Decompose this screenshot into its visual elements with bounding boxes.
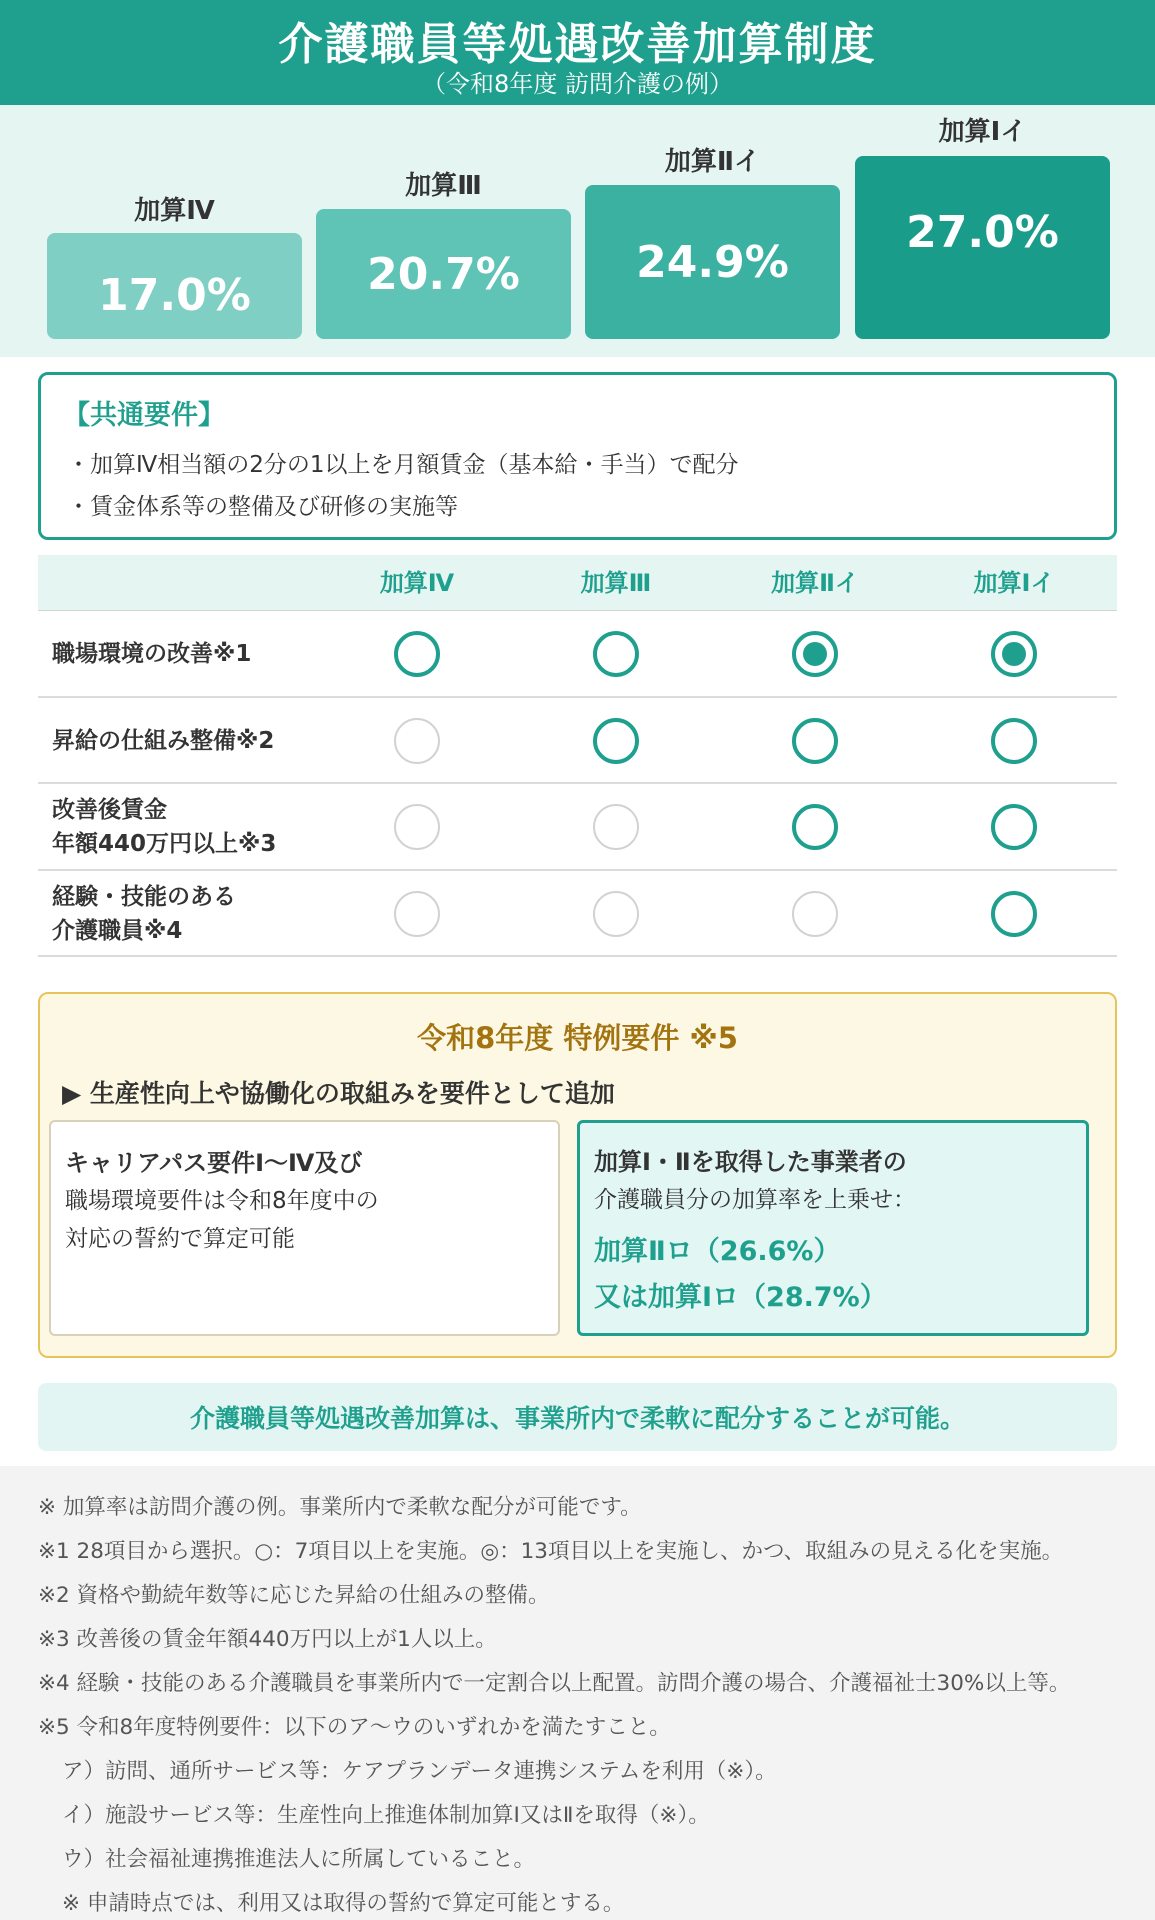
- cell: [536, 871, 696, 957]
- footnote: ※3 改善後の賃金年額440万円以上が1人以上。: [38, 1627, 497, 1652]
- circle-mark-icon: [792, 804, 838, 850]
- career-path-box: [49, 1120, 560, 1336]
- rate-label: 加算Ⅰイ: [938, 117, 1027, 147]
- circle-mark-icon: [991, 718, 1037, 764]
- empty-circle-icon: [792, 891, 838, 937]
- row-label-line: 年額440万円以上※3: [52, 831, 277, 857]
- cell: [934, 871, 1094, 957]
- empty-circle-icon: [394, 804, 440, 850]
- rate-bars: [0, 105, 1155, 357]
- page-header: [0, 0, 1155, 105]
- double-circle-mark-icon: [991, 631, 1037, 677]
- column-header: 加算Ⅳ: [379, 569, 455, 597]
- table-header: [38, 555, 1117, 611]
- column-header: 加算Ⅱイ: [771, 569, 859, 597]
- footnote-subitem: ウ）社会福祉連携推進法人に所属していること。: [62, 1847, 536, 1872]
- requirements-table: [38, 555, 1117, 957]
- row-label: [52, 784, 276, 870]
- cell: [735, 784, 895, 870]
- circle-mark-icon: [991, 804, 1037, 850]
- row-label-line: 昇給の仕組み整備※2: [52, 727, 275, 754]
- footnote: ※2 資格や勤続年数等に応じた昇給の仕組みの整備。: [38, 1583, 550, 1608]
- footnotes: [0, 1466, 1155, 1920]
- row-label: [52, 871, 236, 957]
- common-requirements-title: 【共通要件】: [63, 400, 225, 431]
- rate-increase-value: 加算Ⅱロ（26.6%）: [594, 1236, 841, 1267]
- rate-box: [47, 233, 302, 339]
- special-requirements-subtitle: ▶ 生産性向上や協働化の取組みを要件として追加: [62, 1079, 615, 1108]
- rate-increase-text: 介護職員分の加算率を上乗せ：: [594, 1187, 916, 1213]
- row-label-line: 職場環境の改善※1: [52, 641, 252, 667]
- special-requirements: [38, 992, 1117, 1358]
- rate-value: 20.7%: [367, 248, 520, 300]
- footnote: ※5 令和8年度特例要件：以下のア～ウのいずれかを満たすこと。: [38, 1715, 671, 1740]
- footnote-subitem: イ）施設サービス等：生産性向上推進体制加算Ⅰ又はⅡを取得（※）。: [62, 1803, 710, 1828]
- column-header: 加算Ⅲ: [580, 569, 652, 597]
- empty-circle-icon: [593, 804, 639, 850]
- cell: [934, 611, 1094, 697]
- rate-label: 加算Ⅱイ: [664, 147, 761, 177]
- cell: [337, 871, 497, 957]
- table-row: [38, 698, 1117, 785]
- cell: [536, 698, 696, 784]
- cell: [735, 871, 895, 957]
- empty-circle-icon: [394, 891, 440, 937]
- footnote-subitem: ※ 申請時点では、利用又は取得の誓約で算定可能とする。: [62, 1891, 625, 1916]
- table-row: [38, 871, 1117, 958]
- row-label: [52, 698, 274, 784]
- rate-increase-box: [577, 1120, 1089, 1336]
- column-header: 加算Ⅰイ: [973, 569, 1055, 597]
- cell: [934, 698, 1094, 784]
- page-title: 介護職員等処遇改善加算制度: [278, 19, 877, 70]
- rate-box: [855, 156, 1110, 339]
- rate-box: [316, 209, 571, 339]
- summary-banner-text: 介護職員等処遇改善加算は、事業所内で柔軟に配分することが可能。: [189, 1404, 965, 1433]
- cell: [735, 698, 895, 784]
- cell: [337, 698, 497, 784]
- page-subtitle: （令和8年度 訪問介護の例）: [422, 70, 733, 98]
- table-row: [38, 611, 1117, 698]
- career-path-heading: キャリアパス要件Ⅰ～Ⅳ及び: [65, 1149, 363, 1177]
- circle-mark-icon: [991, 891, 1037, 937]
- rate-value: 17.0%: [98, 269, 251, 321]
- circle-mark-icon: [394, 631, 440, 677]
- summary-banner: [38, 1383, 1117, 1451]
- rate-increase-value: 又は加算Ⅰロ（28.7%）: [594, 1282, 887, 1313]
- table-row: [38, 784, 1117, 871]
- rate-increase-heading: 加算Ⅰ・Ⅱを取得した事業者の: [594, 1148, 907, 1176]
- row-label-line: 改善後賃金: [52, 797, 167, 823]
- footnote: ※1 28項目から選択。○：7項目以上を実施。◎：13項目以上を実施し、かつ、取組みの見える化を実施。: [38, 1539, 1064, 1564]
- rate-value: 24.9%: [636, 236, 789, 288]
- empty-circle-icon: [593, 891, 639, 937]
- special-requirements-title: 令和8年度 特例要件 ※5: [417, 1021, 738, 1055]
- rate-box: [585, 185, 840, 339]
- rate-label: 加算Ⅲ: [405, 171, 482, 201]
- common-requirements: [38, 372, 1117, 540]
- double-circle-mark-icon: [792, 631, 838, 677]
- career-path-text: 対応の誓約で算定可能: [65, 1226, 295, 1252]
- footnote: ※ 加算率は訪問介護の例。事業所内で柔軟な配分が可能です。: [38, 1495, 642, 1520]
- footnote-subitem: ア）訪問、通所サービス等：ケアプランデータ連携システムを利用（※）。: [62, 1759, 777, 1784]
- circle-mark-icon: [792, 718, 838, 764]
- row-label: [52, 611, 251, 697]
- footnote: ※4 経験・技能のある介護職員を事業所内で一定割合以上配置。訪問介護の場合、介護福祉士30%以上等。: [38, 1671, 1071, 1696]
- rate-label: 加算Ⅳ: [134, 196, 215, 226]
- row-label-line: 経験・技能のある: [52, 883, 236, 910]
- cell: [337, 784, 497, 870]
- common-requirement-item: ・賃金体系等の整備及び研修の実施等: [67, 494, 458, 520]
- circle-mark-icon: [593, 718, 639, 764]
- common-requirement-item: ・加算Ⅳ相当額の2分の1以上を月額賃金（基本給・手当）で配分: [67, 452, 739, 478]
- cell: [337, 611, 497, 697]
- rate-value: 27.0%: [906, 207, 1059, 258]
- cell: [934, 784, 1094, 870]
- career-path-text: 職場環境要件は令和8年度中の: [65, 1188, 379, 1214]
- empty-circle-icon: [394, 718, 440, 764]
- cell: [536, 611, 696, 697]
- cell: [536, 784, 696, 870]
- cell: [735, 611, 895, 697]
- row-label-line: 介護職員※4: [52, 917, 183, 944]
- circle-mark-icon: [593, 631, 639, 677]
